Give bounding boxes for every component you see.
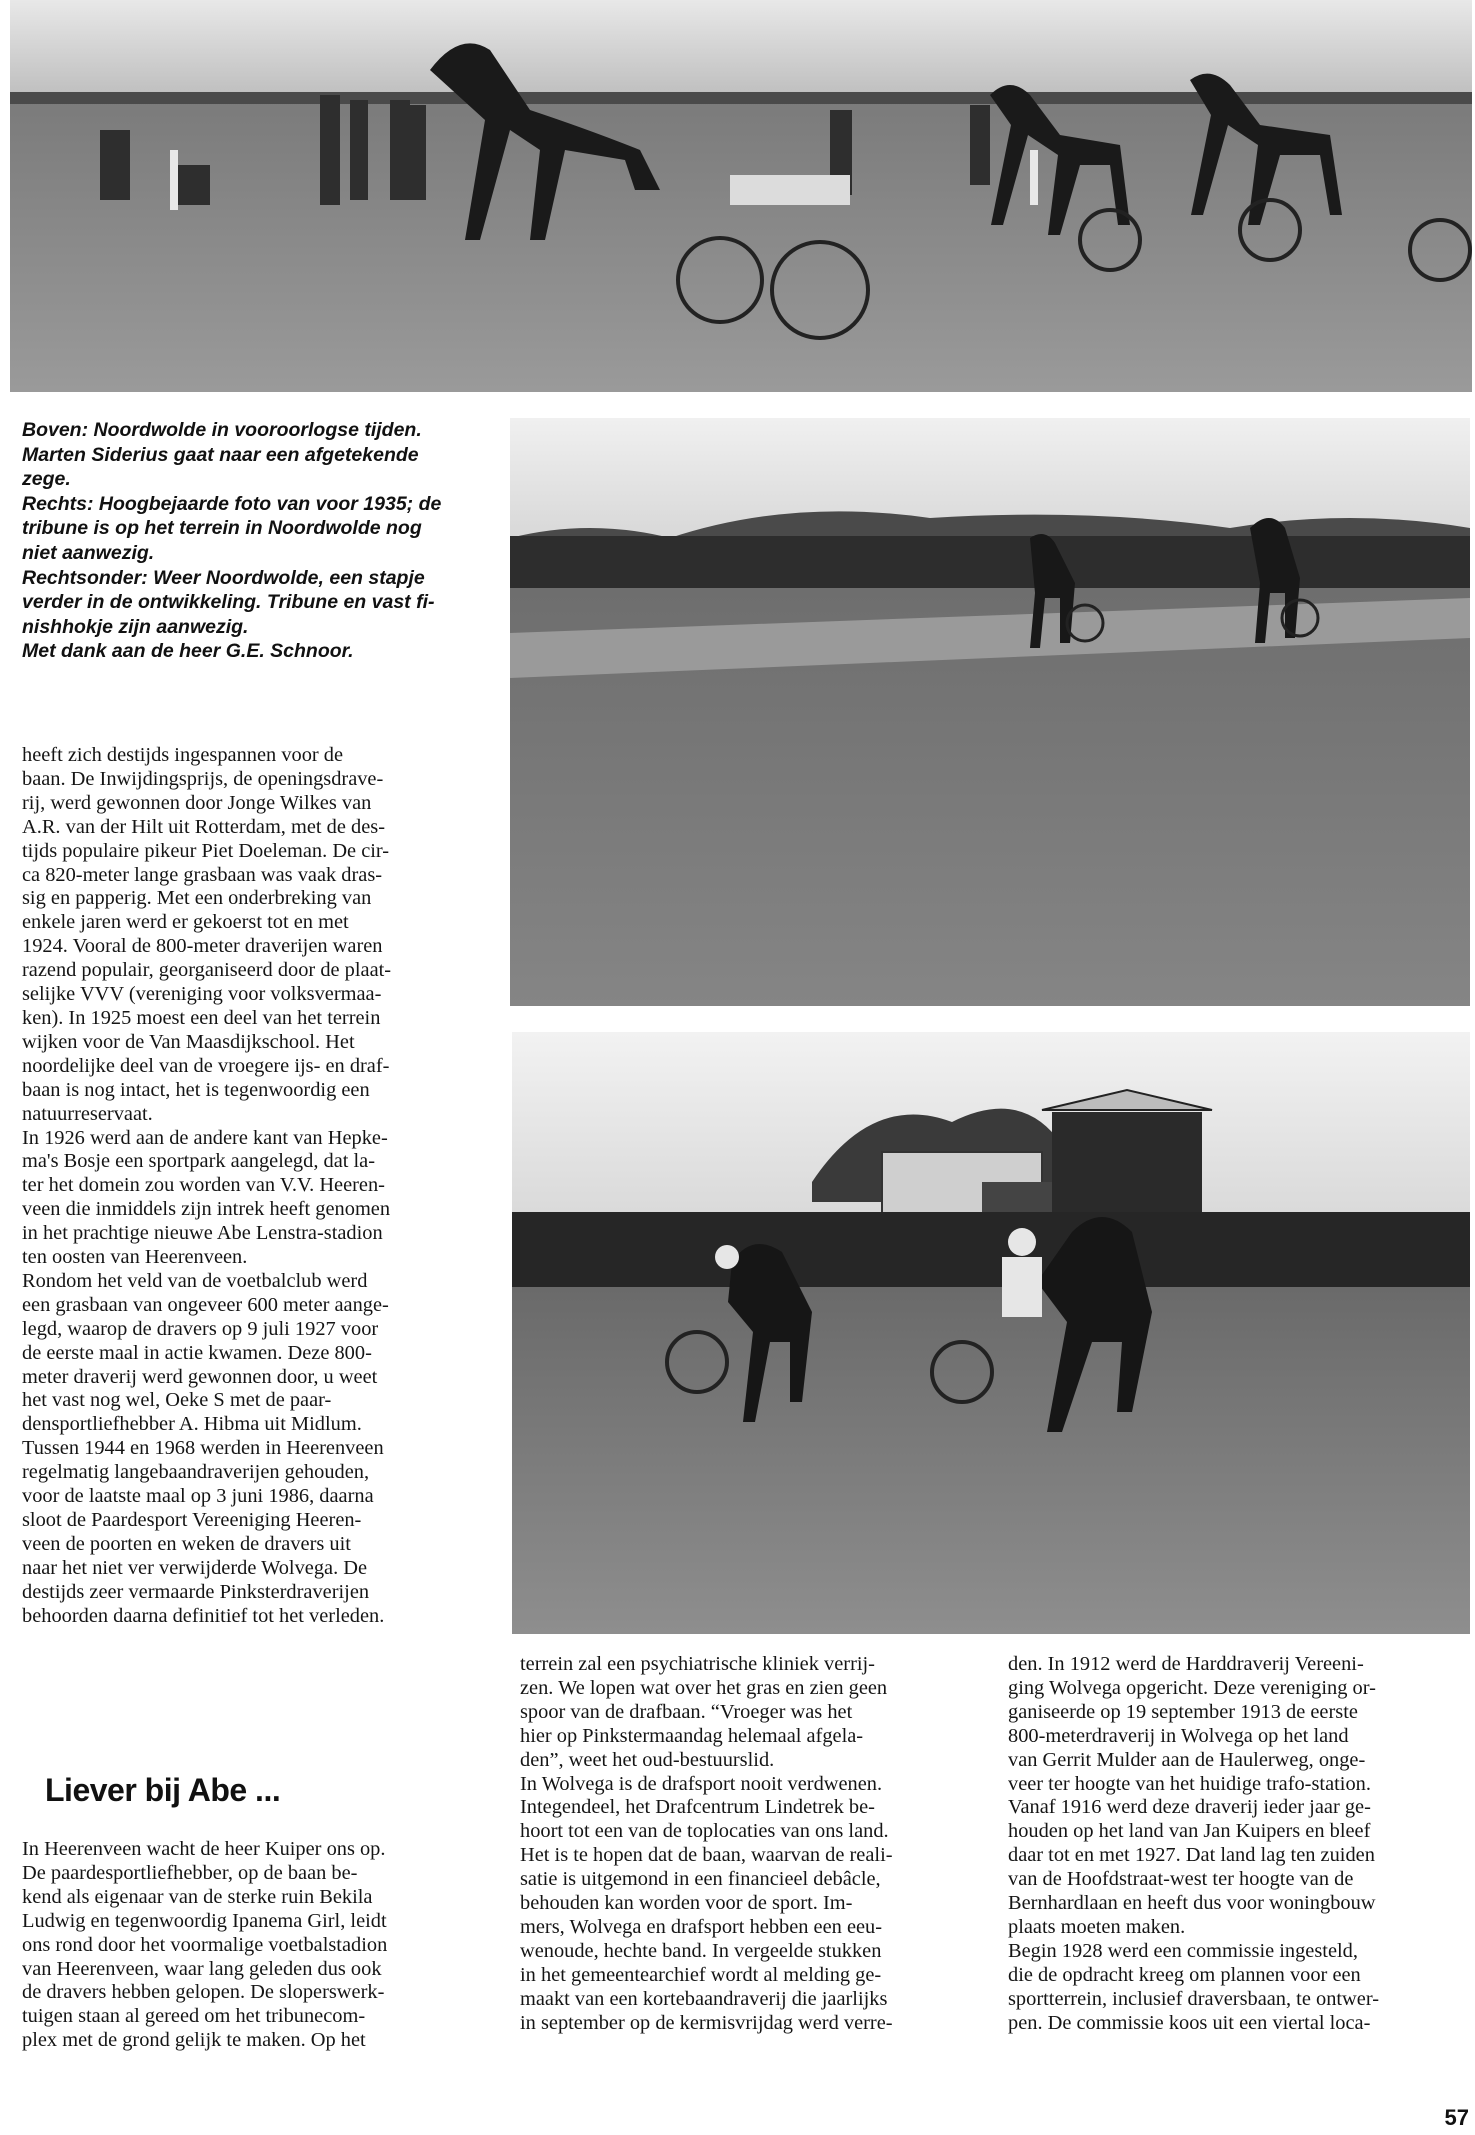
caption-line: nishhokje zijn aanwezig. (22, 615, 249, 638)
text-line: heeft zich destijds ingespannen voor de (22, 744, 344, 766)
text-line: De paardesportliefhebber, op de baan be- (22, 1861, 358, 1884)
photo-caption (22, 418, 492, 664)
text-line: Bernhardlaan en heeft dus voor woningbouw (1008, 1892, 1376, 1915)
text-line: noordelijke deel van de vroegere ijs- en draf- (22, 1054, 390, 1077)
text-line: terrein zal een psychiatrische kliniek verrij- (520, 1653, 875, 1675)
text-line: de dravers hebben gelopen. De sloperswerk- (22, 1981, 385, 2004)
text-line: die de opdracht kreeg om plannen voor een (1008, 1963, 1361, 1986)
text-line: den”, weet het oud-bestuurslid. (520, 1748, 775, 1771)
text-line: veen die inmiddels zijn intrek heeft genomen (22, 1198, 391, 1221)
text-line: razend populair, georganiseerd door de plaat- (22, 959, 392, 982)
text-line: 800-meterdraverij in Wolvega op het land (1008, 1724, 1349, 1747)
text-line: spoor van de drafbaan. “Vroeger was het (520, 1700, 853, 1723)
text-line: houden op het land van Jan Kuipers en bleef (1008, 1820, 1371, 1843)
page-number: 57 (1444, 2105, 1469, 2130)
article-column-3 (1008, 1653, 1472, 2036)
text-line: in het prachtige nieuwe Abe Lenstra-stadion (22, 1222, 383, 1245)
caption-line: Rechtsonder: Weer Noordwolde, een stapje (22, 566, 425, 589)
text-line: ging Wolvega opgericht. Deze vereniging or- (1008, 1676, 1376, 1699)
photo-race-with-tribune (512, 1032, 1470, 1634)
text-line: In Heerenveen wacht de heer Kuiper ons op. (22, 1838, 386, 1860)
caption-line: Marten Siderius gaat naar een afgetekende (22, 443, 419, 466)
text-line: ten oosten van Heerenveen. (22, 1246, 248, 1269)
text-line: voor de laatste maal op 3 juni 1986, daarna (22, 1485, 374, 1508)
photo-right-upper-image (510, 418, 1470, 1006)
text-line: veer ter hoogte van het huidige trafo-station. (1008, 1772, 1371, 1795)
article-column-1 (22, 744, 462, 1629)
caption-line: Met dank aan de heer G.E. Schnoor. (22, 640, 354, 663)
text-line: destijds zeer vermaarde Pinksterdraverijen (22, 1580, 370, 1603)
text-line: 1924. Vooral de 800-meter draverijen waren (22, 935, 383, 958)
caption-line: Rechts: Hoogbejaarde foto van voor 1935; de (22, 492, 442, 515)
text-line: plaats moeten maken. (1008, 1915, 1186, 1938)
text-line: wenoude, hechte band. In vergeelde stukken (520, 1939, 882, 1962)
text-line: kend als eigenaar van de sterke ruin Bekila (22, 1885, 373, 1908)
text-line: ken). In 1925 moest een deel van het terrein (22, 1006, 381, 1029)
text-line: wijken voor de Van Maasdijkschool. Het (22, 1030, 355, 1053)
text-line: hoort tot een van de toplocaties van ons land. (520, 1820, 889, 1843)
text-line: Het is te hopen dat de baan, waarvan de reali- (520, 1844, 893, 1867)
text-line: Integendeel, het Drafcentrum Lindetrek be- (520, 1796, 875, 1819)
text-line: baan. De Inwijdingsprijs, de openingsdrave- (22, 767, 384, 790)
text-line: densportliefhebber A. Hibma uit Midlum. (22, 1413, 362, 1436)
photo-right-lower-image (512, 1032, 1470, 1634)
text-line: sportterrein, inclusief draversbaan, te ontwer- (1008, 1987, 1380, 2010)
text-line: selijke VVV (vereniging voor volksvermaa- (22, 983, 382, 1006)
article-column-2 (520, 1653, 990, 2036)
text-line: naar het niet ver verwijderde Wolvega. De (22, 1556, 368, 1579)
text-line: In 1926 werd aan de andere kant van Hepke- (22, 1126, 388, 1149)
text-line: hier op Pinkstermaandag helemaal afgela- (520, 1724, 864, 1747)
text-line: het vast nog wel, Oeke S met de paar- (22, 1389, 332, 1412)
text-line: regelmatig langebaandraverijen gehouden, (22, 1461, 370, 1484)
text-line: rij, werd gewonnen door Jonge Wilkes van (22, 791, 372, 814)
text-line: sig en papperig. Met een onderbreking van (22, 887, 372, 910)
text-line: mers, Wolvega en drafsport hebben een eeu- (520, 1915, 883, 1938)
text-line: satie is uitgemond in een financieel debâcle, (520, 1868, 881, 1891)
text-line: plex met de grond gelijk te maken. Op het (22, 2029, 366, 2052)
text-line: enkele jaren werd er gekoerst tot en met (22, 911, 349, 934)
text-line: pen. De commissie koos uit een viertal loca- (1008, 2011, 1371, 2034)
text-line: van Gerrit Mulder aan de Haulerweg, onge- (1008, 1748, 1366, 1771)
text-line: ganiseerde op 19 september 1913 de eerste (1008, 1700, 1358, 1723)
text-line: In Wolvega is de drafsport nooit verdwenen. (520, 1772, 883, 1795)
text-line: natuurreservaat. (22, 1102, 153, 1125)
text-line: veen de poorten en weken de dravers uit (22, 1532, 351, 1555)
text-line: van de Hoofdstraat-west ter hoogte van de (1008, 1868, 1354, 1891)
text-line: de eerste maal in actie kwamen. Deze 800- (22, 1341, 372, 1364)
text-line: daar tot en met 1927. Dat land lag ten zuiden (1008, 1844, 1375, 1867)
text-line: zen. We lopen wat over het gras en zien geen (520, 1676, 888, 1699)
text-line: ca 820-meter lange grasbaan was vaak dras- (22, 863, 383, 886)
text-line: baan is nog intact, het is tegenwoordig een (22, 1078, 370, 1101)
text-line: maakt van een kortebaandraverij die jaarlijks (520, 1987, 888, 2010)
article-column-1-continued (22, 1838, 472, 2053)
text-line: ons rond door het voormalige voetbalstadion (22, 1933, 388, 1956)
text-line: in september op de kermisvrijdag werd verre- (520, 2011, 893, 2034)
text-line: behoorden daarna definitief tot het verleden. (22, 1604, 385, 1627)
text-line: Ludwig en tegenwoordig Ipanema Girl, leidt (22, 1909, 387, 1932)
photo-top-image (10, 0, 1472, 392)
photo-trotting-race-top (10, 0, 1472, 392)
text-line: behouden kan worden voor de sport. Im- (520, 1892, 853, 1915)
caption-line: niet aanwezig. (22, 541, 155, 564)
text-line: Tussen 1944 en 1968 werden in Heerenveen (22, 1437, 384, 1460)
text-line: ma's Bosje een sportpark aangelegd, dat la- (22, 1150, 376, 1173)
text-line: in het gemeentearchief wordt al melding ge- (520, 1963, 882, 1986)
text-line: ter het domein zou worden van V.V. Heeren- (22, 1174, 385, 1197)
text-line: van Heerenveen, waar lang geleden dus ook (22, 1957, 382, 1980)
text-line: den. In 1912 werd de Harddraverij Vereeni- (1008, 1653, 1364, 1675)
text-line: Begin 1928 werd een commissie ingesteld, (1008, 1939, 1358, 1962)
photo-race-before-1935 (510, 418, 1470, 1006)
caption-line: tribune is op het terrein in Noordwolde nog (22, 517, 422, 540)
text-line: Vanaf 1916 werd deze draverij ieder jaar ge- (1008, 1796, 1371, 1819)
text-line: meter draverij werd gewonnen door, u weet (22, 1365, 378, 1388)
caption-line: zege. (22, 468, 71, 491)
text-line: sloot de Paardesport Vereeniging Heeren- (22, 1509, 362, 1531)
text-line: tijds populaire pikeur Piet Doeleman. De cir- (22, 839, 390, 862)
text-line: A.R. van der Hilt uit Rotterdam, met de des- (22, 815, 385, 838)
text-line: Rondom het veld van de voetbalclub werd (22, 1269, 368, 1292)
text-line: legd, waarop de dravers op 9 juli 1927 voor (22, 1317, 379, 1340)
caption-line: Boven: Noordwolde in vooroorlogse tijden. (22, 419, 422, 441)
section-heading: Liever bij Abe ... (45, 1772, 281, 1808)
text-line: tuigen staan al gereed om het tribunecom- (22, 2005, 366, 2028)
text-line: een grasbaan van ongeveer 600 meter aange- (22, 1293, 389, 1316)
caption-line: verder in de ontwikkeling. Tribune en vast fi- (22, 591, 435, 614)
